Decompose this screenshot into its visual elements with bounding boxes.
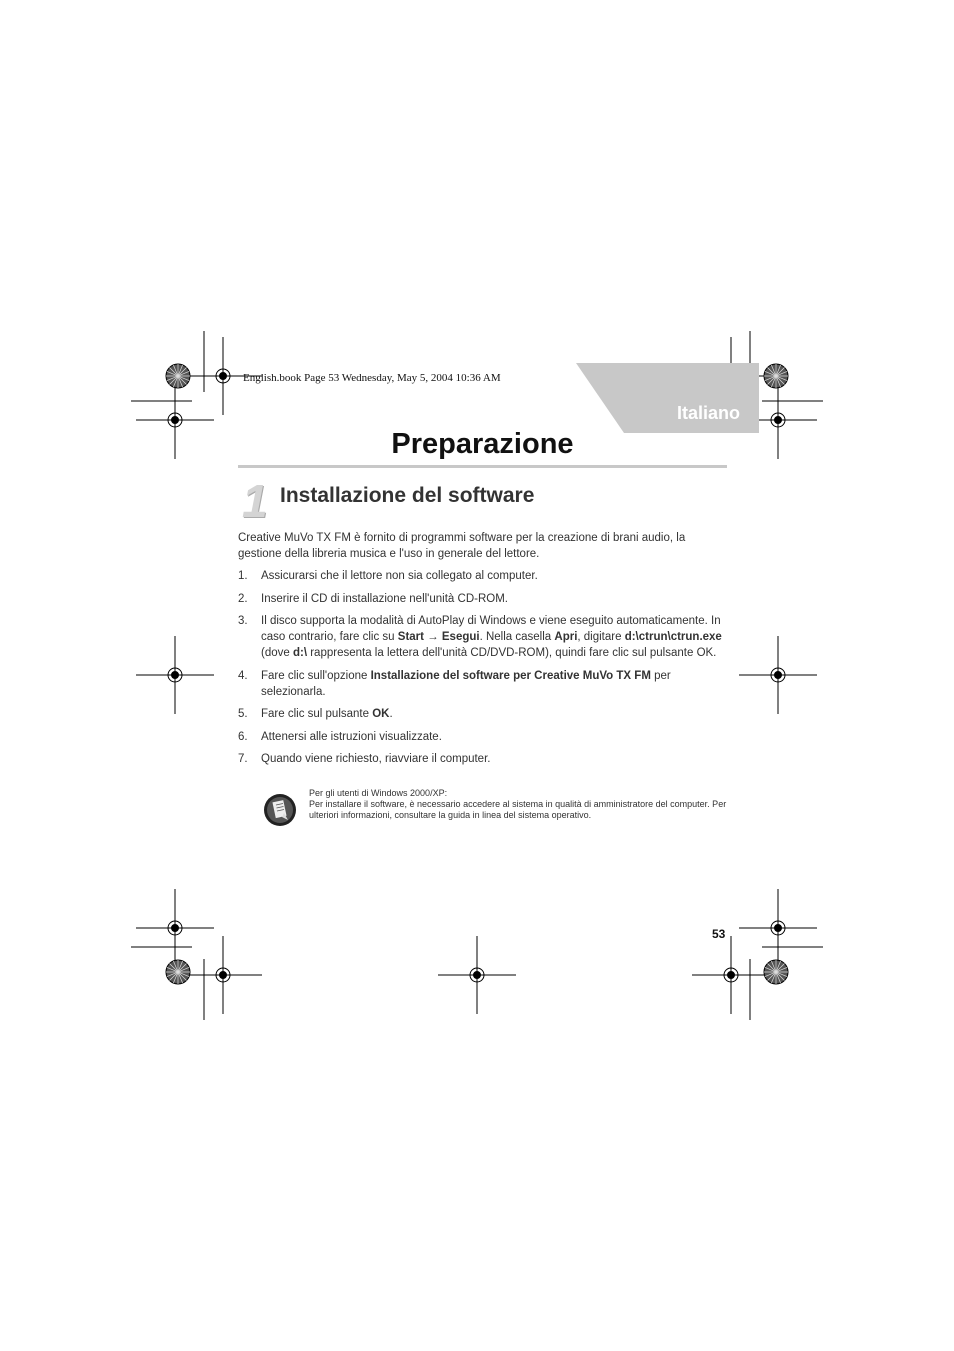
step-text: rappresenta la lettera dell'unità CD/DVD-ROM), quindi fare clic sul pulsante OK.: [307, 647, 717, 659]
installation-steps: [238, 568, 728, 774]
note-body: Per installare il software, è necessario accedere al sistema in qualità di amministratore del computer. Per ulteriori informazioni, consultare la guida in linea del sistema operativo.: [309, 799, 727, 820]
title-divider: [238, 465, 727, 468]
step-text: Quando viene richiesto, riavviare il computer.: [261, 753, 491, 765]
step-number: 3.: [238, 615, 248, 627]
page-title: Preparazione: [391, 428, 574, 460]
section-number: 1: [242, 475, 268, 527]
step-number: 4.: [238, 669, 248, 682]
step-emphasis: Start: [397, 631, 424, 643]
step-number: 7.: [238, 753, 248, 765]
step-emphasis: Installazione del software per Creative MuVo TX FM: [370, 669, 651, 682]
step-emphasis: d:\: [292, 647, 308, 659]
step-text: →: [423, 631, 442, 643]
step-text: Attenersi alle istruzioni visualizzate.: [261, 730, 442, 743]
step-text: Fare clic sul pulsante: [261, 708, 373, 720]
step-text: Il disco supporta la modalità di AutoPlay di Windows e viene eseguito automaticamente. In caso contrario, fare clic su: [261, 615, 721, 643]
step-number: 5.: [238, 708, 248, 720]
book-info-header: English.book Page 53 Wednesday, May 5, 2004 10:36 AM: [243, 372, 501, 384]
step-text: . Nella casella: [479, 631, 555, 643]
note-icon: [263, 793, 297, 827]
step-emphasis: Apri: [554, 631, 578, 643]
list-item: [238, 613, 728, 661]
step-number: 2.: [238, 592, 248, 605]
list-item: [238, 668, 728, 700]
step-emphasis: OK: [372, 708, 390, 720]
note-heading: Per gli utenti di Windows 2000/XP:: [309, 788, 448, 798]
step-emphasis: d:\ctrun\ctrun.exe: [624, 631, 722, 643]
step-number: 6.: [238, 730, 248, 743]
section-title: Installazione del software: [280, 484, 535, 507]
step-text: , digitare: [577, 631, 625, 643]
note-text: [309, 788, 729, 821]
step-text: Fare clic sull'opzione: [261, 669, 371, 682]
list-item: [238, 568, 728, 584]
step-emphasis: Esegui: [441, 631, 480, 643]
list-item: [238, 591, 728, 607]
list-item: [238, 751, 728, 767]
step-text: (dove: [261, 647, 293, 659]
list-item: [238, 706, 728, 722]
page-number: 53: [712, 927, 726, 941]
step-text: Inserire il CD di installazione nell'unità CD-ROM.: [261, 592, 508, 605]
step-number: 1.: [238, 570, 248, 582]
step-text: Assicurarsi che il lettore non sia collegato al computer.: [261, 570, 538, 582]
language-label: Italiano: [676, 403, 740, 423]
step-text: per selezionarla.: [261, 669, 671, 698]
intro-paragraph: Creative MuVo TX FM è fornito di programmi software per la creazione di brani audio, la gestione della libreria musica e l'uso in generale del lettore.: [238, 532, 686, 560]
list-item: [238, 729, 728, 745]
step-text: .: [389, 708, 393, 720]
